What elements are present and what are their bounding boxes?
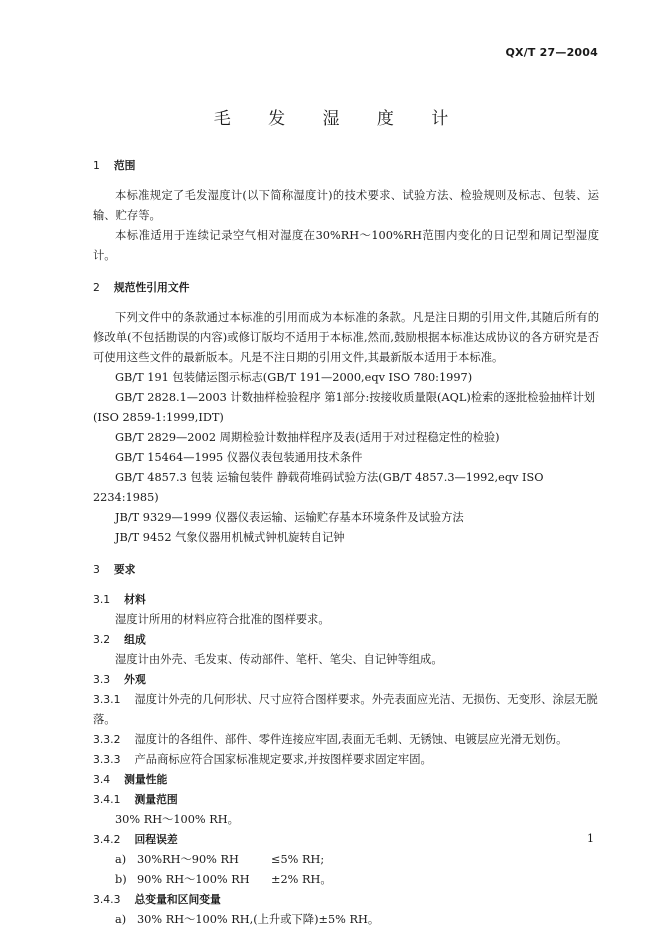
paragraph: 湿度计所用的材料应符合批准的图样要求。: [115, 613, 330, 626]
page-number: 1: [587, 832, 594, 845]
section-heading: 3 要求: [93, 563, 136, 576]
reference-item: GB/T 15464—1995 仪器仪表包装通用技术条件: [115, 451, 363, 464]
reference-item: JB/T 9329—1999 仪器仪表运输、运输贮存基本环境条件及试验方法: [115, 511, 464, 524]
reference-item: GB/T 4857.3 包装 运输包装件 静载荷堆码试验方法(GB/T 4857.3—1992,eqv ISO 2234:1985): [93, 471, 544, 504]
standard-code: QX/T 27—2004: [505, 46, 598, 59]
clause: 3.3.2 湿度计的各组件、部件、零件连接应牢固,表面无毛刺、无锈蚀、电镀层应光滑无划伤。: [93, 733, 568, 746]
subsection-heading: 3.3 外观: [93, 673, 146, 686]
paragraph: 30% RH～100% RH。: [115, 813, 239, 826]
section-heading: 1 范围: [93, 159, 136, 172]
subsection-heading: 3.4.3 总变量和区间变量: [93, 893, 221, 906]
subsection-heading: 3.2 组成: [93, 633, 146, 646]
list-item: a) 30% RH～100% RH,(上升或下降)±5% RH。: [115, 913, 380, 926]
clause: 3.3.3 产品商标应符合国家标准规定要求,并按图样要求固定牢固。: [93, 753, 432, 766]
subsection-heading: 3.4.1 测量范围: [93, 793, 178, 806]
paragraph: 本标准适用于连续记录空气相对湿度在30%RH～100%RH范围内变化的日记型和周记型湿度计。: [93, 229, 599, 262]
subsection-heading: 3.4.2 回程误差: [93, 833, 178, 846]
section-heading: 2 规范性引用文件: [93, 281, 190, 294]
clause: 3.3.1 湿度计外壳的几何形状、尺寸应符合图样要求。外壳表面应光洁、无损伤、无变形、涂层无脱落。: [93, 693, 598, 726]
reference-item: JB/T 9452 气象仪器用机械式钟机旋转自记钟: [115, 531, 345, 544]
subsection-heading: 3.1 材料: [93, 593, 146, 606]
document-body: [93, 156, 599, 930]
paragraph: 本标准规定了毛发湿度计(以下简称湿度计)的技术要求、试验方法、检验规则及标志、包装、运输、贮存等。: [93, 189, 599, 222]
subsection-heading: 3.4 测量性能: [93, 773, 168, 786]
reference-item: GB/T 191 包装储运图示标志(GB/T 191—2000,eqv ISO 780:1997): [115, 371, 473, 384]
paragraph: 下列文件中的条款通过本标准的引用而成为本标准的条款。凡是注日期的引用文件,其随后所有的修改单(不包括勘误的内容)或修订版均不适用于本标准,然而,鼓励根据本标准达成协议的各方研究是否可使用这些文件的最新版本。凡是不注日期的引用文件,其最新版本适用于本标准。: [93, 311, 599, 364]
document-title: 毛 发 湿 度 计: [213, 109, 465, 129]
reference-item: GB/T 2829—2002 周期检验计数抽样程序及表(适用于对过程稳定性的检验): [115, 431, 500, 444]
list-item: b) 90% RH～100% RH ±2% RH。: [115, 873, 332, 886]
list-item: a) 30%RH～90% RH ≤5% RH;: [115, 853, 325, 866]
paragraph: 湿度计由外壳、毛发束、传动部件、笔杆、笔尖、自记钟等组成。: [115, 653, 443, 666]
reference-item: GB/T 2828.1—2003 计数抽样检验程序 第1部分:按接收质量限(AQL)检索的逐批检验抽样计划(ISO 2859-1:1999,IDT): [93, 391, 596, 424]
